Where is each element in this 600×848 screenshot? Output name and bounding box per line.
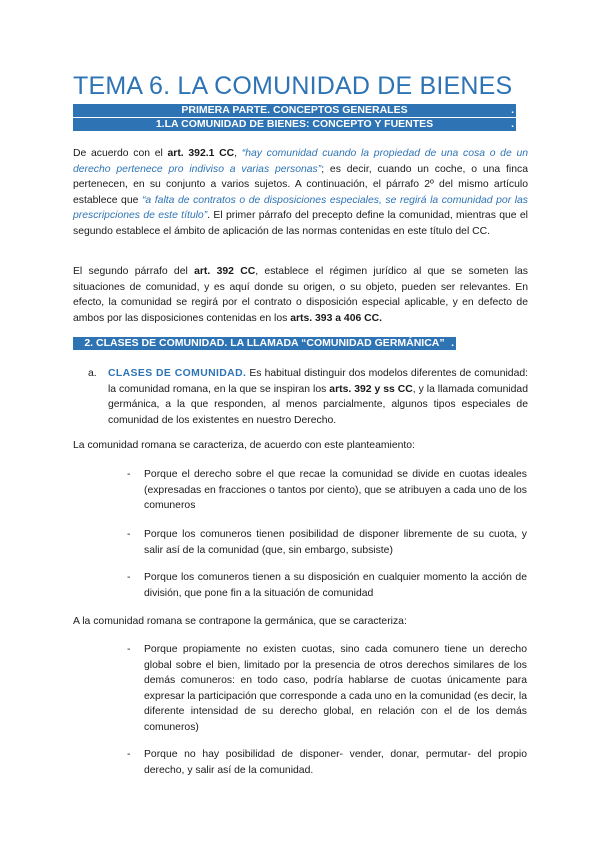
list-item-a: [88, 366, 528, 428]
section-2-heading: 2. CLASES DE COMUNIDAD. LA LLAMADA “COMUNIDAD GERMÁNICA”: [84, 337, 445, 349]
list-dash: -: [127, 469, 131, 480]
list-dash: -: [127, 529, 131, 540]
list-item: [127, 642, 527, 736]
list-marker: a.: [88, 368, 97, 379]
article-ref: art. 392 CC: [194, 266, 256, 277]
section-2-heading-band: [73, 337, 456, 350]
document-title: TEMA 6. LA COMUNIDAD DE BIENES: [73, 72, 513, 100]
band-dot: .: [511, 118, 514, 130]
list-item-text: Porque los comuneros tienen a su disposición en cualquier momento la acción de división, que pone fin a la situación de comunidad: [144, 572, 527, 599]
article-ref: art. 392.1 CC: [167, 148, 235, 159]
text-run: Es habitual distinguir dos modelos diferentes de comunidad: la comunidad romana, en la que se inspiran los: [108, 368, 529, 395]
list-dash: -: [127, 749, 131, 760]
list-dash: -: [127, 572, 131, 583]
list-item-text: Porque el derecho sobre el que recae la comunidad se divide en cuotas ideales (expresadas en fracciones o tantos por ciento), que se atribuyen a cada uno de los comuneros: [144, 469, 527, 512]
subsection-heading: CLASES DE COMUNIDAD.: [108, 368, 247, 379]
list-item-text: Porque no hay posibilidad de disponer- vender, donar, permutar- del propio derecho, y salir así de la comunidad.: [144, 749, 527, 776]
paragraph-regime: [73, 264, 528, 326]
list-item: [127, 467, 527, 514]
band-dot: .: [511, 104, 514, 116]
romana-intro: La comunidad romana se caracteriza, de acuerdo con este planteamiento:: [73, 440, 415, 451]
band-dot: .: [451, 337, 454, 349]
text-run: , establece el régimen jurídico al que se someten las situaciones de comunidad, y es aquí donde su origen, o su objeto, pueden ser relevantes. En efecto, la comunidad se regirá por el contrato o disposición especial aplicable, y en defecto de ambos por las disposiciones contenidas en los: [73, 266, 528, 324]
text-run: De acuerdo con el: [73, 148, 168, 159]
section-1-heading-band: [73, 118, 516, 131]
article-ref: arts. 393 a 406 CC.: [290, 312, 383, 324]
list-item: [127, 747, 527, 778]
list-item: [127, 570, 527, 601]
text-run: El segundo párrafo del: [73, 266, 195, 277]
legal-quote: “a falta de contratos o de disposiciones especiales, se regirá la comunidad por las prescripciones de este título”: [73, 194, 529, 222]
paragraph-definition: [73, 146, 528, 240]
article-ref: arts. 392 y ss CC: [329, 383, 413, 395]
part-heading-band: [73, 104, 516, 117]
germanica-intro: A la comunidad romana se contrapone la germánica, que se caracteriza:: [73, 616, 407, 627]
part-heading: PRIMERA PARTE. CONCEPTOS GENERALES: [181, 104, 408, 116]
list-item-text: Porque propiamente no existen cuotas, sino cada comunero tiene un derecho global sobre el bien, limitado por la presencia de otros derechos similares de los demás comuneros: en todo caso, podría hablarse de cuotas únicamente para expresar la participación que corresponde a cada uno en la comunidad (es decir, la diferente intensidad de su derecho global, en relación con el de los demás comuneros): [144, 644, 527, 733]
text-run: ,: [234, 148, 242, 159]
legal-quote: “hay comunidad cuando la propiedad de una cosa o de un derecho pertenece pro indiviso a varias personas”: [73, 148, 529, 175]
section-1-heading: 1.LA COMUNIDAD DE BIENES: CONCEPTO Y FUENTES: [155, 118, 434, 130]
list-dash: -: [127, 644, 131, 655]
text-run: , y la llamada comunidad germánica, a la que responden, al menos parcialmente, algunos tipos especiales de comunidad de los existentes en nuestro Derecho.: [108, 383, 528, 426]
text-run: . El primer párrafo del precepto define la comunidad, mientras que el segundo establece el ámbito de aplicación de las normas contenidas en este título del CC.: [73, 210, 528, 237]
text-run: ; es decir, cuando un coche, o una finca pertenecen, en su conjunto a varios sujetos. A continuación, el párrafo 2º del mismo artículo establece que: [73, 163, 528, 206]
list-item-text: Porque los comuneros tienen posibilidad de disponer libremente de su cuota, y salir así de la comunidad (que, sin embargo, subsiste): [144, 529, 527, 556]
list-item: [127, 527, 527, 558]
